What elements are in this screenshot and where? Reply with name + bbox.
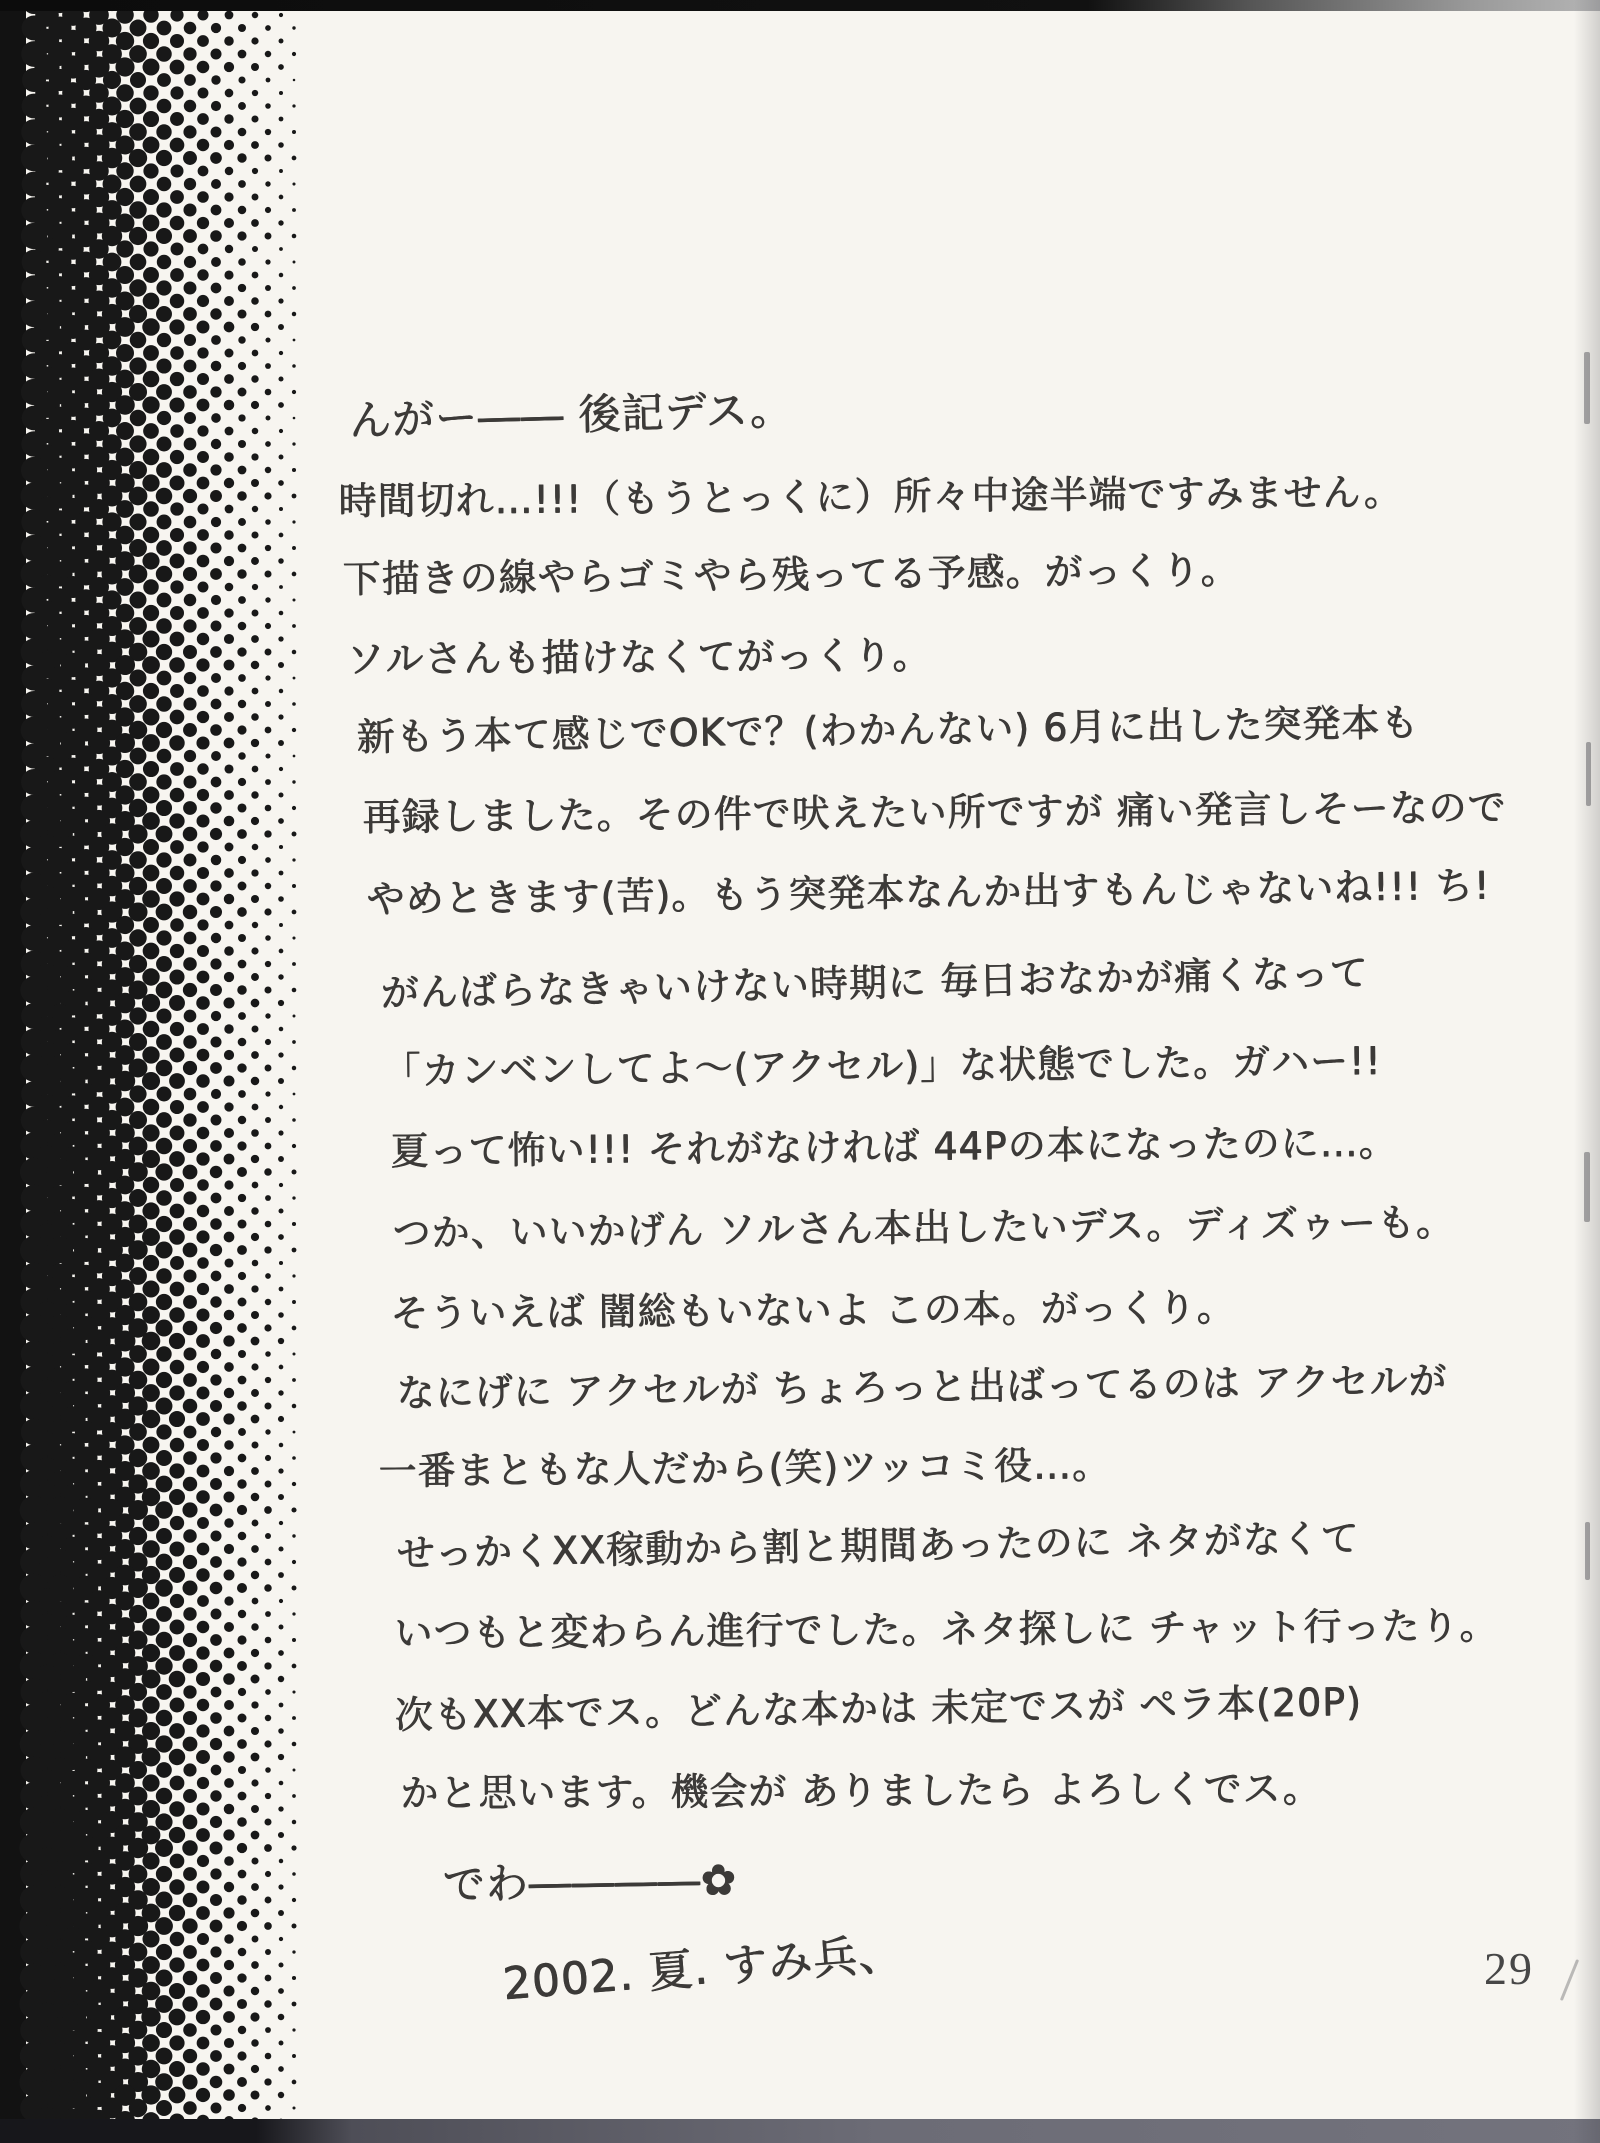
handwritten-line: なにげに アクセルが ちょろっと出ばってるのは アクセルが bbox=[396, 1358, 1448, 1415]
handwritten-line: せっかくXX稼動から割と期間あったのに ネタがなくて bbox=[396, 1515, 1360, 1575]
sign-off: でわ――――✿ bbox=[442, 1854, 738, 1909]
handwritten-line: やめときます(苦)。もう突発本なんか出すもんじゃないね!!! ち! bbox=[366, 863, 1491, 921]
page-number: 29 bbox=[1484, 1943, 1534, 1994]
handwritten-line: 下描きの線やらゴミやら残ってる予感。がっくり。 bbox=[342, 547, 1240, 601]
handwritten-line: ソルさんも描けなくてがっくり。 bbox=[346, 632, 932, 681]
handwritten-line: 次もXX本でス。どんな本かは 未定でスが ペラ本(20P) bbox=[394, 1679, 1362, 1737]
handwritten-line: 新もう本て感じでOKで？(わかんない) 6月に出した突発本も bbox=[356, 700, 1420, 759]
handwritten-line: つか、いいかげん ソルさん本出したいデス。ディズゥーも。 bbox=[392, 1199, 1455, 1255]
handwritten-line: かと思います。機会が ありましたら よろしくでス。 bbox=[400, 1766, 1322, 1815]
handwritten-line: 夏って怖い!!! それがなければ 44Pの本になったのに…。 bbox=[390, 1120, 1398, 1173]
handwritten-line: 再録しました。その件で吠えたい所ですが 痛い発言しそーなので bbox=[362, 785, 1507, 839]
handwritten-line: いつもと変わらん進行でした。ネタ探しに チャット行ったり。 bbox=[394, 1603, 1499, 1655]
handwritten-line: 「カンベンしてよ～(アクセル)」な状態でした。ガハー!! bbox=[382, 1038, 1382, 1093]
signature-date: 2002. 夏. すみ兵、 bbox=[500, 1927, 905, 2010]
handwritten-line: 時間切れ…!!!（もうとっくに）所々中途半端ですみません。 bbox=[338, 469, 1403, 523]
handwritten-line: 一番まともな人だから(笑)ツッコミ役…。 bbox=[378, 1442, 1111, 1493]
handwritten-line: んがー―― 後記デス。 bbox=[348, 384, 794, 445]
handwritten-line: そういえば 闇総もいないよ この本。がっくり。 bbox=[390, 1285, 1236, 1335]
handwritten-line: がんばらなきゃいけない時期に 毎日おなかが痛くなって bbox=[380, 950, 1369, 1015]
